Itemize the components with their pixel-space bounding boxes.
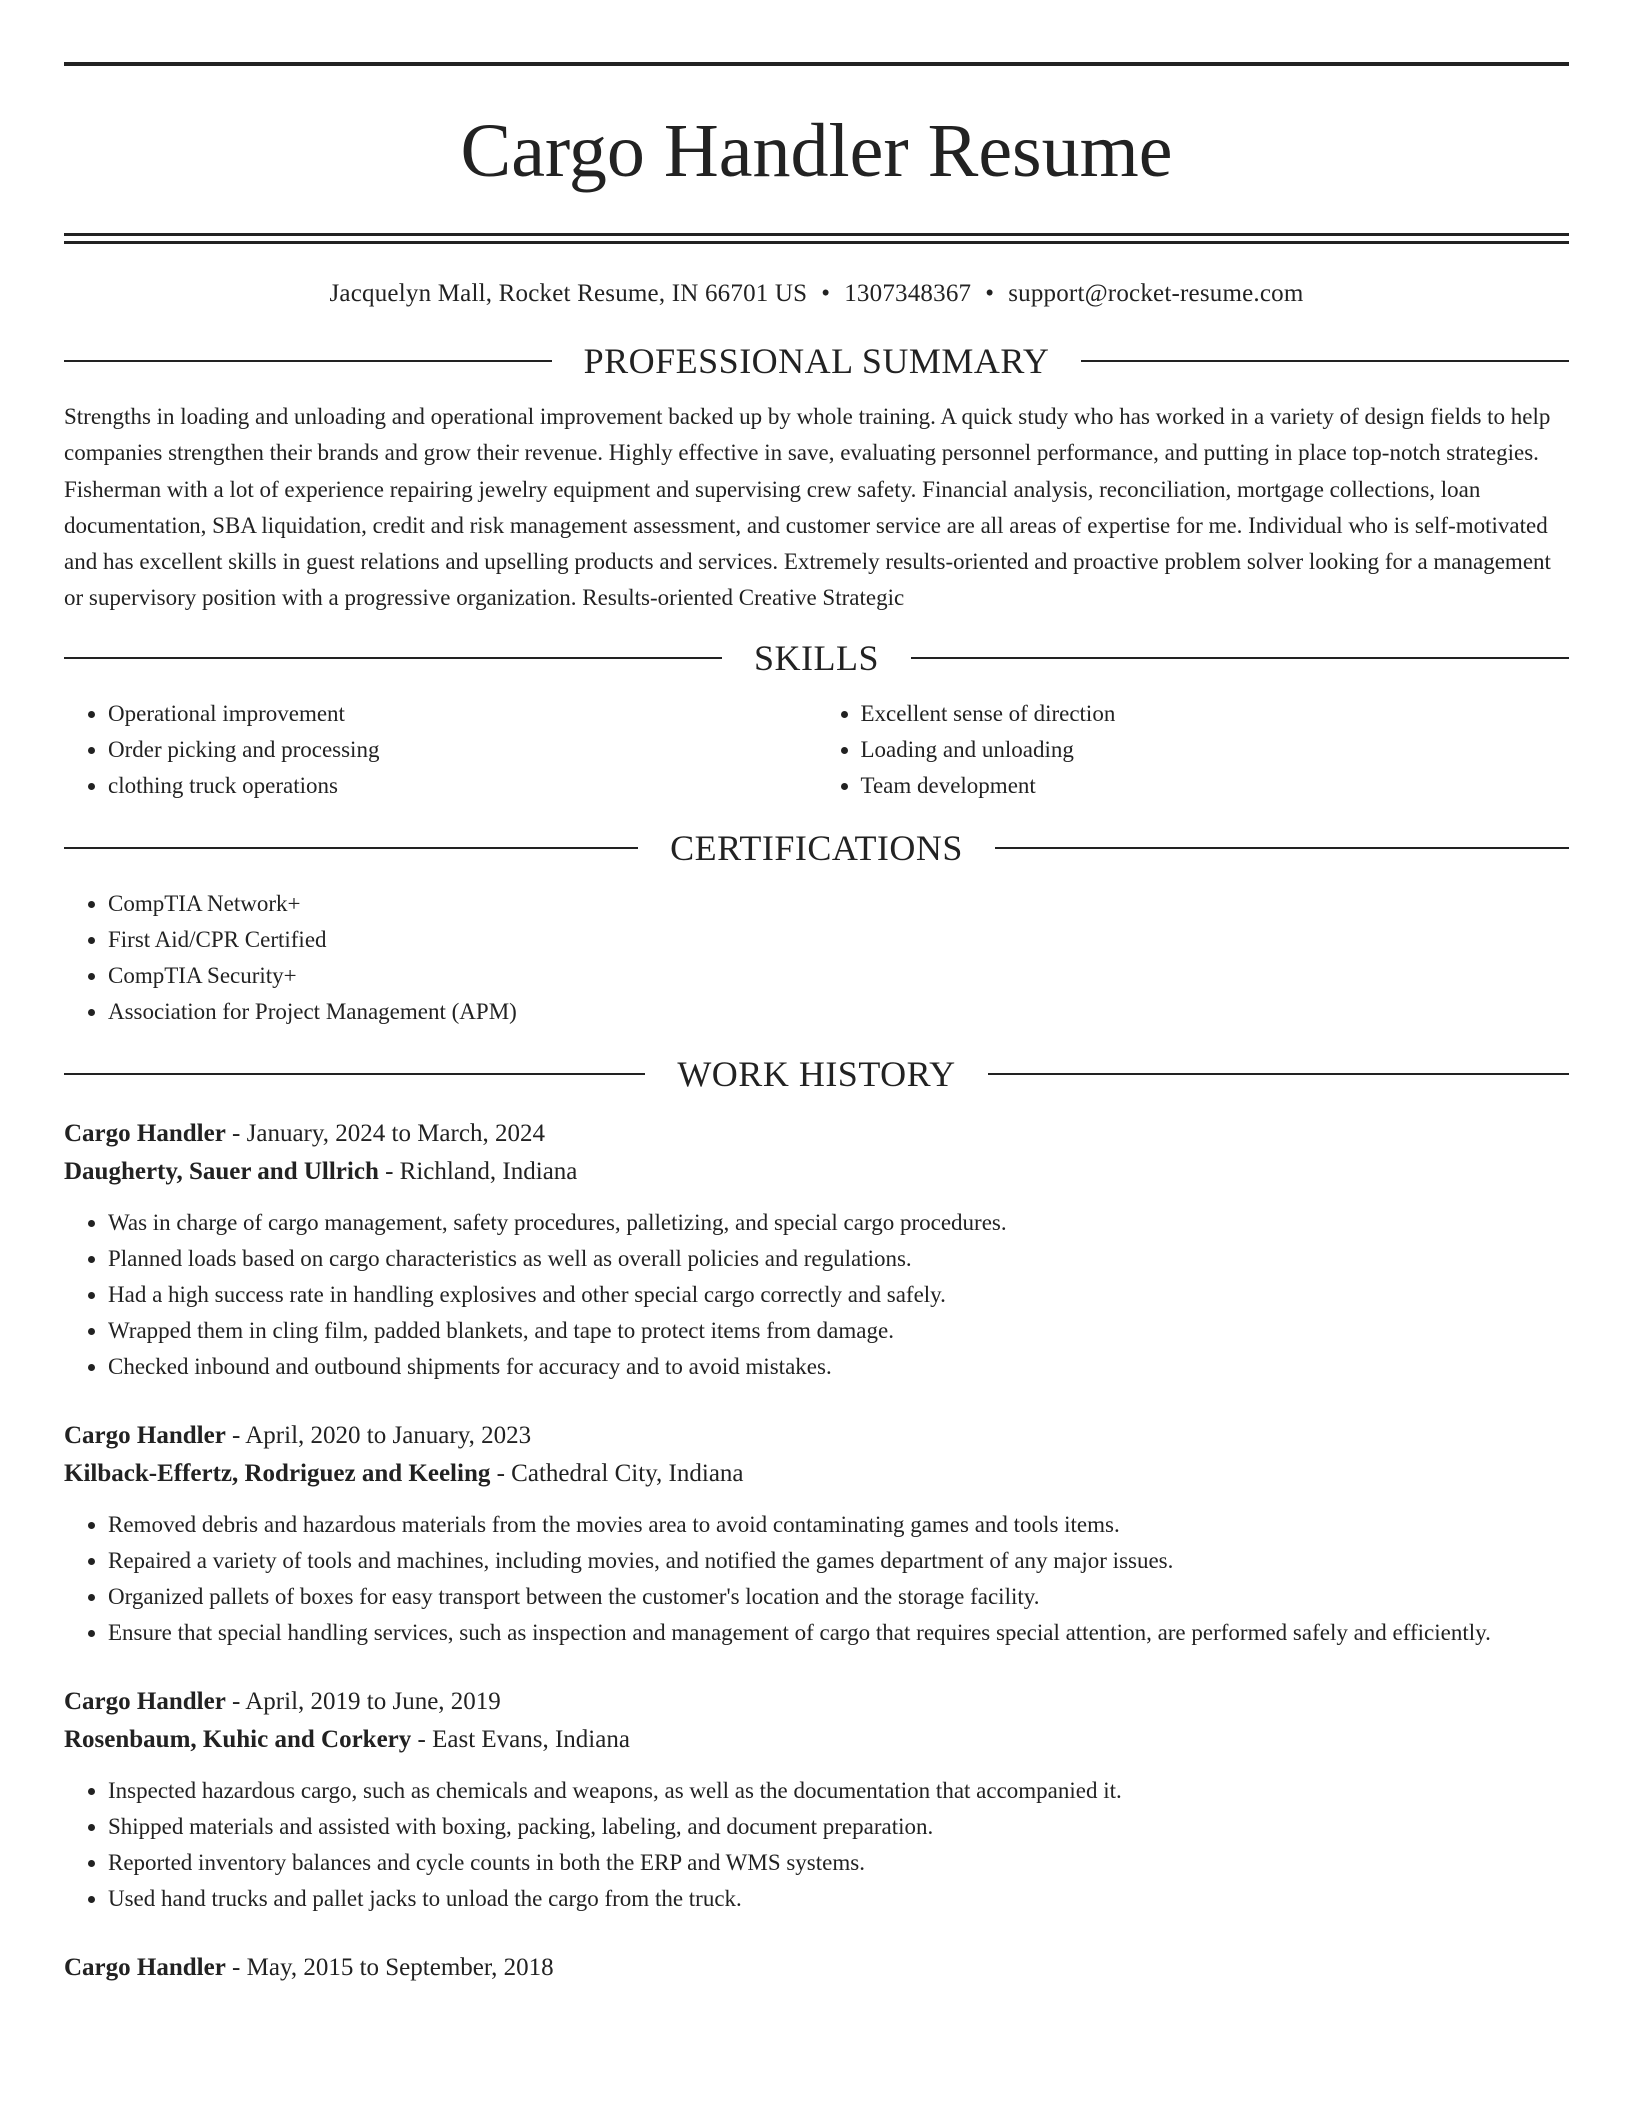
skill-item: • clothing truck operations [108,768,817,804]
job-title-line [64,1417,1569,1455]
job-company: Kilback-Effertz, Rodriguez and Keeling [64,1459,491,1487]
skill-item: • Operational improvement [108,696,817,732]
contact-email: support@rocket-resume.com [1008,280,1304,307]
job-entry [64,1949,1569,1987]
job-title: Cargo Handler [64,1421,226,1449]
job-dates: April, 2019 to June, 2019 [245,1687,501,1715]
contact-phone: 1307348367 [844,280,972,307]
certification-item: • Association for Project Management (APM) [108,994,1569,1030]
dash: - [232,1687,241,1715]
heading-rule-left [64,360,552,362]
page-title: Cargo Handler Resume [460,109,1173,193]
job-entry [64,1683,1569,1917]
job-company: Rosenbaum, Kuhic and Corkery [64,1725,412,1753]
job-bullet: • Had a high success rate in handling explosives and other special cargo correctly and safely. [108,1277,1569,1313]
heading-rule-left [64,847,638,849]
certification-item: • First Aid/CPR Certified [108,922,1569,958]
job-dates: January, 2024 to March, 2024 [246,1119,545,1147]
contact-address: Jacquelyn Mall, Rocket Resume, IN 66701 US [329,280,808,307]
summary-heading-label: PROFESSIONAL SUMMARY [583,341,1050,381]
job-entry [64,1417,1569,1651]
job-company-line [64,1455,1569,1493]
job-bullets [64,1507,1569,1651]
job-dates: May, 2015 to September, 2018 [246,1953,554,1981]
heading-rule-left [64,657,722,659]
job-title-line [64,1683,1569,1721]
job-bullet: • Ensure that special handling services, such as inspection and management of cargo that requires special attention, are performed safely and efficiently. [108,1615,1569,1651]
job-location: Cathedral City, Indiana [511,1459,744,1487]
skills-heading-label: SKILLS [754,637,880,678]
job-title: Cargo Handler [64,1687,226,1715]
job-entry [64,1115,1569,1385]
job-location: Richland, Indiana [399,1157,578,1185]
work-history-heading [64,1052,1569,1096]
summary-text: Strengths in loading and unloading and operational improvement backed up by whole training. A quick study who has worked in a variety of design fields to help companies strengthen their brands and grow their revenue. Highly effective in save, evaluating personnel performance, and putting in place top-notch strategies. Fisherman with a lot of experience repairing jewelry equipment and supervising crew safety. Financial analysis, reconciliation, mortgage collections, loan documentation, SBA liquidation, credit and risk management assessment, and customer service are all areas of expertise for me. Individual who is self-motivated and has excellent skills in guest relations and upselling products and services. Extremely results-oriented and proactive problem solver looking for a management or supervisory position with a progressive organization. Results-oriented Creative Strategic [64,404,1551,611]
skill-item: • Loading and unloading [861,732,1570,768]
title-block [64,0,1569,244]
heading-rule-right [995,847,1569,849]
heading-rule-right [988,1073,1569,1075]
dash: - [496,1459,505,1487]
dash: - [232,1421,241,1449]
skills-list-left [64,696,817,804]
job-bullet: • Checked inbound and outbound shipments for accuracy and to avoid mistakes. [108,1349,1569,1385]
job-bullet: • Removed debris and hazardous materials from the movies area to avoid contaminating games and tools items. [108,1507,1569,1543]
job-bullet: • Wrapped them in cling film, padded blankets, and tape to protect items from damage. [108,1313,1569,1349]
dash: - [232,1119,241,1147]
job-company: Daugherty, Sauer and Ullrich [64,1157,379,1185]
job-bullet: • Inspected hazardous cargo, such as chemicals and weapons, as well as the documentation that accompanied it. [108,1773,1569,1809]
job-company-line [64,1721,1569,1759]
top-rule [64,62,1569,66]
heading-rule-right [1081,360,1569,362]
job-title-line [64,1949,1569,1987]
job-bullet: • Used hand trucks and pallet jacks to unload the cargo from the truck. [108,1881,1569,1917]
heading-rule-left [64,1073,645,1075]
resume-content [64,0,1569,1987]
dash: - [232,1953,241,1981]
job-title-line [64,1115,1569,1153]
work-history-heading-label: WORK HISTORY [677,1053,956,1094]
job-bullet: • Shipped materials and assisted with boxing, packing, labeling, and document preparation. [108,1809,1569,1845]
title-double-rule [64,233,1569,244]
certifications-heading [64,826,1569,870]
skill-item: • Excellent sense of direction [861,696,1570,732]
certifications-list [64,886,1569,1030]
job-company-line [64,1153,1569,1191]
contact-separator: • [985,280,995,307]
job-bullet: • Organized pallets of boxes for easy transport between the customer's location and the storage facility. [108,1579,1569,1615]
job-dates: April, 2020 to January, 2023 [245,1421,532,1449]
skills-list-right [817,696,1570,804]
job-bullet: • Planned loads based on cargo characteristics as well as overall policies and regulations. [108,1241,1569,1277]
skill-item: • Team development [861,768,1570,804]
job-bullets [64,1205,1569,1385]
summary-heading [64,339,1569,383]
heading-rule-right [911,657,1569,659]
contact-line [64,278,1569,310]
job-bullet: • Was in charge of cargo management, safety procedures, palletizing, and special cargo procedures. [108,1205,1569,1241]
dash: - [417,1725,426,1753]
skill-item: • Order picking and processing [108,732,817,768]
dash: - [385,1157,394,1185]
certification-item: • CompTIA Network+ [108,886,1569,922]
job-location: East Evans, Indiana [432,1725,630,1753]
job-title: Cargo Handler [64,1953,226,1981]
job-title: Cargo Handler [64,1119,226,1147]
skills-columns [64,696,1569,804]
job-bullet: • Repaired a variety of tools and machines, including movies, and notified the games department of any major issues. [108,1543,1569,1579]
job-bullets [64,1773,1569,1917]
skills-heading [64,636,1569,680]
job-bullet: • Reported inventory balances and cycle counts in both the ERP and WMS systems. [108,1845,1569,1881]
contact-separator: • [821,280,831,307]
certification-item: • CompTIA Security+ [108,958,1569,994]
certifications-heading-label: CERTIFICATIONS [670,827,963,868]
